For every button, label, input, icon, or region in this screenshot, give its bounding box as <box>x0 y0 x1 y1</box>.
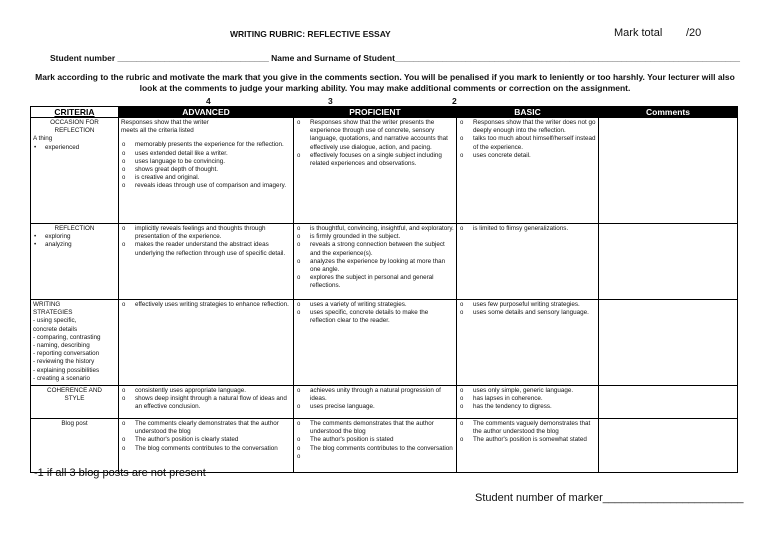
criteria-label: STRATEGIES <box>33 309 73 317</box>
descriptor-item: o The author's position is clearly stated <box>121 436 291 444</box>
marker-number-line: Student number of marker_______________________ <box>475 492 744 504</box>
comments-cell[interactable] <box>599 300 738 386</box>
student-info-line: Student number ________________________________ Name and Surname of Student_________________________________________________________________________ <box>50 53 740 63</box>
descriptor-item: o uses only simple, generic language. <box>459 387 596 395</box>
proficient-cell <box>294 118 457 224</box>
criteria-sub: - naming, describing <box>33 342 90 350</box>
score-advanced: 4 <box>206 96 211 106</box>
descriptor-item: o explores the subject in personal and general reflections. <box>296 274 454 290</box>
descriptor-item: o is firmly grounded in the subject. <box>296 233 454 241</box>
descriptor-item: o The comments clearly demonstrates that the author understood the blog <box>121 420 291 436</box>
advanced-cell <box>119 386 294 419</box>
marking-instructions: Mark according to the rubric and motivate the mark that you give in the comments section. You will be penalised if you mark to leniently or too harshly. Your lecturer will also look at the comments to judge your marking ability. You may make additional comments or correction on the assignment. <box>35 72 735 93</box>
proficient-cell <box>294 224 457 300</box>
rubric-table <box>30 106 738 473</box>
descriptor-item: o makes the reader understand the abstract ideas underlying the reflection through use of specific detail. <box>121 241 291 257</box>
descriptor-item: o reveals a strong connection between the subject and the experience(s). <box>296 241 454 257</box>
descriptor-item: o reveals ideas through use of comparison and imagery. <box>121 182 291 190</box>
criteria-cell <box>31 419 119 473</box>
table-row <box>31 419 738 473</box>
comments-cell[interactable] <box>599 224 738 300</box>
basic-header: BASIC <box>457 107 599 118</box>
descriptor-item: o is creative and original. <box>121 174 291 182</box>
criteria-cell <box>31 224 119 300</box>
descriptor-item: o uses extended detail like a writer. <box>121 150 291 158</box>
descriptor-item: o is limited to flimsy generalizations. <box>459 225 596 233</box>
basic-cell <box>457 386 599 419</box>
advanced-cell <box>119 224 294 300</box>
descriptor-item: o The comments demonstrates that the author understood the blog <box>296 420 454 436</box>
comments-cell[interactable] <box>599 419 738 473</box>
header-row <box>31 107 738 118</box>
criteria-label: REFLECTION <box>54 225 95 232</box>
comments-header: Comments <box>599 107 738 118</box>
criteria-bullet: • experienced <box>33 144 116 152</box>
advanced-header: ADVANCED <box>119 107 294 118</box>
criteria-cell <box>31 386 119 419</box>
descriptor-item: o analyzes the experience by looking at more than one angle. <box>296 258 454 274</box>
score-proficient: 3 <box>328 96 333 106</box>
descriptor-item: o Responses show that the writer does not go deeply enough into the reflection. <box>459 119 596 135</box>
criteria-cell <box>31 118 119 224</box>
basic-cell <box>457 300 599 386</box>
descriptor-item: o The author's position is stated <box>296 436 454 444</box>
advanced-cell <box>119 118 294 224</box>
descriptor-item: o shows deep insight through a natural flow of ideas and an effective conclusion. <box>121 395 291 411</box>
table-row <box>31 386 738 419</box>
descriptor-item: o Responses show that the writer presents the experience through use of concrete, sensory language, quotations, and narrative accounts that effectively use dialogue, action, and pacing. <box>296 119 454 152</box>
criteria-bullet: • exploring <box>33 233 116 241</box>
descriptor-item: o talks too much about himself/herself instead of the experience. <box>459 135 596 151</box>
criteria-note: A thing <box>33 135 53 143</box>
descriptor-item: o uses concrete detail. <box>459 152 596 160</box>
descriptor-item: o The comments vaguely demonstrates that the author understood the blog <box>459 420 596 436</box>
descriptor-item: o The author's position is somewhat stated <box>459 436 596 444</box>
criteria-sub: concrete details <box>33 325 78 333</box>
descriptor-item: o achieves unity through a natural progression of ideas. <box>296 387 454 403</box>
criteria-label: REFLECTION <box>54 127 95 135</box>
proficient-cell <box>294 386 457 419</box>
descriptor-intro: meets all the criteria listed <box>121 127 194 135</box>
descriptor-item: o uses few purposeful writing strategies. <box>459 301 596 309</box>
descriptor-item: o is thoughtful, convincing, insightful, and exploratory. <box>296 225 454 233</box>
criteria-sub: - creating a scenario <box>33 374 91 382</box>
score-basic: 2 <box>452 96 457 106</box>
proficient-cell <box>294 419 457 473</box>
descriptor-item: o has the tendency to digress. <box>459 403 596 411</box>
criteria-sub: - comparing, contrasting <box>33 333 101 341</box>
basic-cell <box>457 118 599 224</box>
mark-total-label: Mark total <box>614 27 663 39</box>
criteria-bullet: • analyzing <box>33 241 116 249</box>
table-row <box>31 118 738 224</box>
descriptor-item: o uses language to be convincing. <box>121 158 291 166</box>
descriptor-item: o uses precise language. <box>296 403 454 411</box>
criteria-sub: - explaining possibilities <box>33 366 100 374</box>
advanced-cell <box>119 300 294 386</box>
descriptor-item: o effectively focuses on a single subject including related experiences and observations. <box>296 152 454 168</box>
rubric-title: WRITING RUBRIC: REFLECTIVE ESSAY <box>230 29 391 39</box>
descriptor-item: o has lapses in coherence. <box>459 395 596 403</box>
blog-penalty-note: -1 if all 3 blog posts are not present <box>34 467 206 479</box>
basic-cell <box>457 419 599 473</box>
descriptor-item: o The blog comments contributes to the conversation <box>121 445 291 453</box>
criteria-label: Blog post <box>61 420 88 427</box>
criteria-label: STYLE <box>64 395 85 403</box>
descriptor-item: o The blog comments contributes to the conversation <box>296 445 454 453</box>
criteria-sub: - using specific, <box>33 317 77 325</box>
descriptor-item: o effectively uses writing strategies to enhance reflection. <box>121 301 291 309</box>
criteria-label: OCCASION FOR <box>50 119 99 126</box>
descriptor-item: o consistently uses appropriate language. <box>121 387 291 395</box>
table-row <box>31 300 738 386</box>
comments-cell[interactable] <box>599 386 738 419</box>
comments-cell[interactable] <box>599 118 738 224</box>
descriptor-item: o shows great depth of thought. <box>121 166 291 174</box>
basic-cell <box>457 224 599 300</box>
criteria-header: CRITERIA <box>31 107 119 118</box>
descriptor-item: o implicitly reveals feelings and thoughts through presentation of the experience. <box>121 225 291 241</box>
descriptor-item: o memorably presents the experience for the reflection. <box>121 141 291 149</box>
criteria-label: COHERENCE AND <box>47 387 102 394</box>
mark-total-out-of: /20 <box>686 27 702 39</box>
descriptor-item: o uses specific, concrete details to make the reflection clear to the reader. <box>296 309 454 325</box>
proficient-header: PROFICIENT <box>294 107 457 118</box>
descriptor-item: o uses a variety of writing strategies. <box>296 301 454 309</box>
criteria-cell <box>31 300 119 386</box>
criteria-sub: - reviewing the history <box>33 358 95 366</box>
criteria-label: WRITING <box>33 301 61 308</box>
descriptor-item: o uses some details and sensory language. <box>459 309 596 317</box>
advanced-cell <box>119 419 294 473</box>
descriptor-intro: Responses show that the writer <box>121 119 209 126</box>
criteria-sub: - reporting conversation <box>33 350 100 358</box>
table-row <box>31 224 738 300</box>
proficient-cell <box>294 300 457 386</box>
